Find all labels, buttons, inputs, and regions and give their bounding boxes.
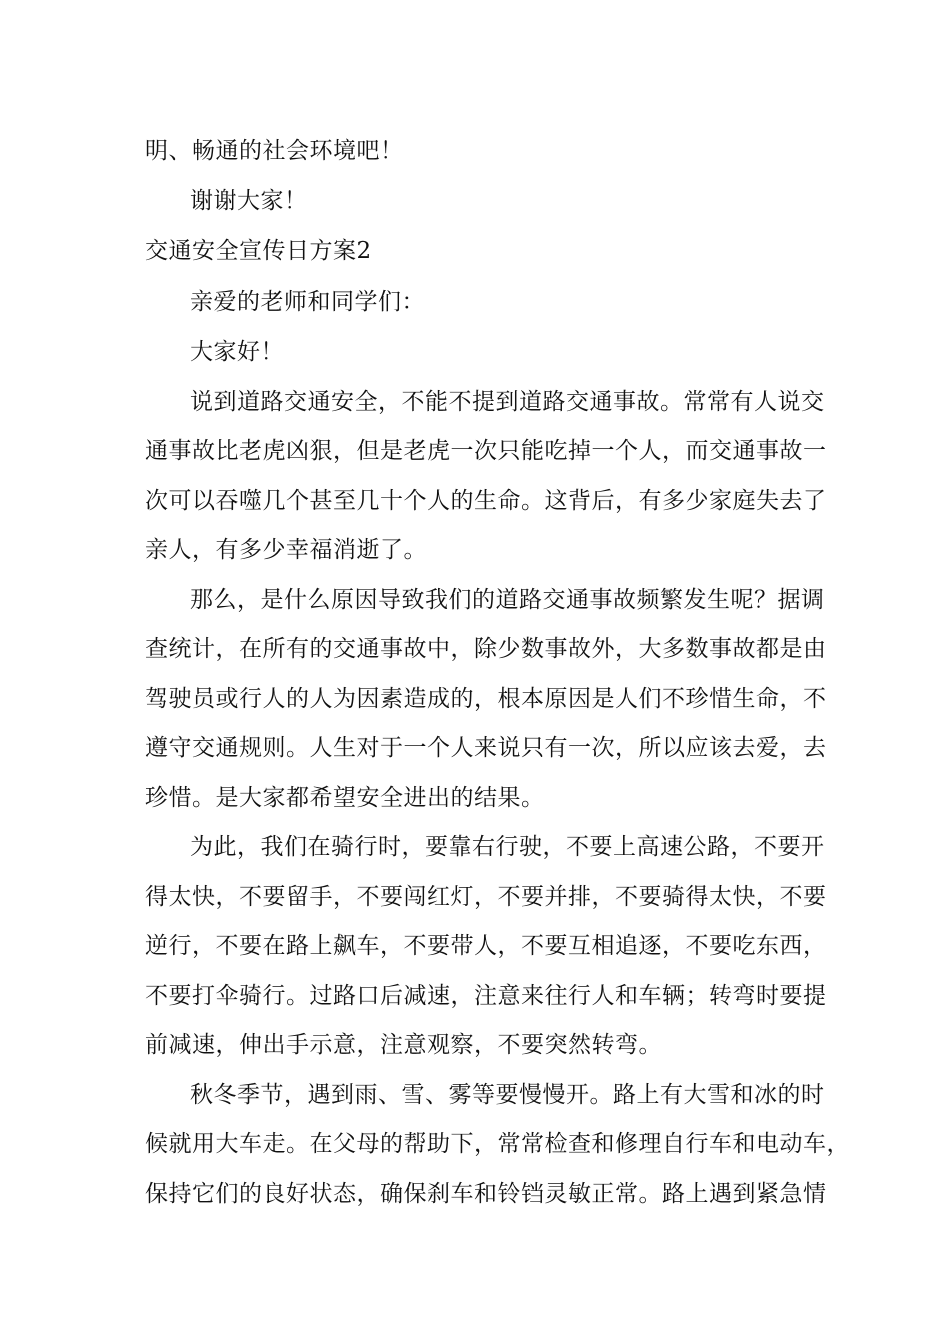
paragraph-line: 候就用大车走。在父母的帮助下，常常检查和修理自行车和电动车， (145, 1131, 850, 1157)
paragraph-line: 那么，是什么原因导致我们的道路交通事故频繁发生呢？据调 (190, 587, 825, 613)
text-line: 大家好！ (190, 339, 284, 365)
paragraph-line: 说到道路交通安全，不能不提到道路交通事故。常常有人说交 (190, 389, 825, 415)
paragraph-line: 通事故比老虎凶狠，但是老虎一次只能吃掉一个人，而交通事故一 (145, 438, 827, 464)
text-line: 谢谢大家！ (190, 188, 308, 214)
paragraph-line: 珍惜。是大家都希望安全进出的结果。 (145, 785, 545, 811)
paragraph-line: 次可以吞噬几个甚至几十个人的生命。这背后，有多少家庭失去了 (145, 488, 827, 514)
paragraph-line: 前减速，伸出手示意，注意观察，不要突然转弯。 (145, 1032, 662, 1058)
text-line: 亲爱的老师和同学们： (190, 289, 425, 315)
section-title: 交通安全宣传日方案2 (145, 238, 372, 264)
paragraph-line: 保持它们的良好状态，确保刹车和铃铛灵敏正常。路上遇到紧急情 (145, 1181, 827, 1207)
paragraph-line: 不要打伞骑行。过路口后减速，注意来往行人和车辆；转弯时要提 (145, 983, 827, 1009)
paragraph-line: 遵守交通规则。人生对于一个人来说只有一次，所以应该去爱，去 (145, 735, 827, 761)
text-line: 明、畅通的社会环境吧！ (145, 138, 404, 164)
paragraph-line: 逆行，不要在路上飙车，不要带人，不要互相追逐，不要吃东西， (145, 933, 827, 959)
paragraph-line: 为此，我们在骑行时，要靠右行驶，不要上高速公路，不要开 (190, 834, 825, 860)
paragraph-line: 亲人，有多少幸福消逝了。 (145, 537, 427, 563)
paragraph-line: 驾驶员或行人的人为因素造成的，根本原因是人们不珍惜生命，不 (145, 686, 827, 712)
paragraph-line: 秋冬季节，遇到雨、雪、雾等要慢慢开。路上有大雪和冰的时 (190, 1082, 825, 1108)
paragraph-line: 查统计，在所有的交通事故中，除少数事故外，大多数事故都是由 (145, 636, 827, 662)
paragraph-line: 得太快，不要留手，不要闯红灯，不要并排，不要骑得太快，不要 (145, 884, 827, 910)
